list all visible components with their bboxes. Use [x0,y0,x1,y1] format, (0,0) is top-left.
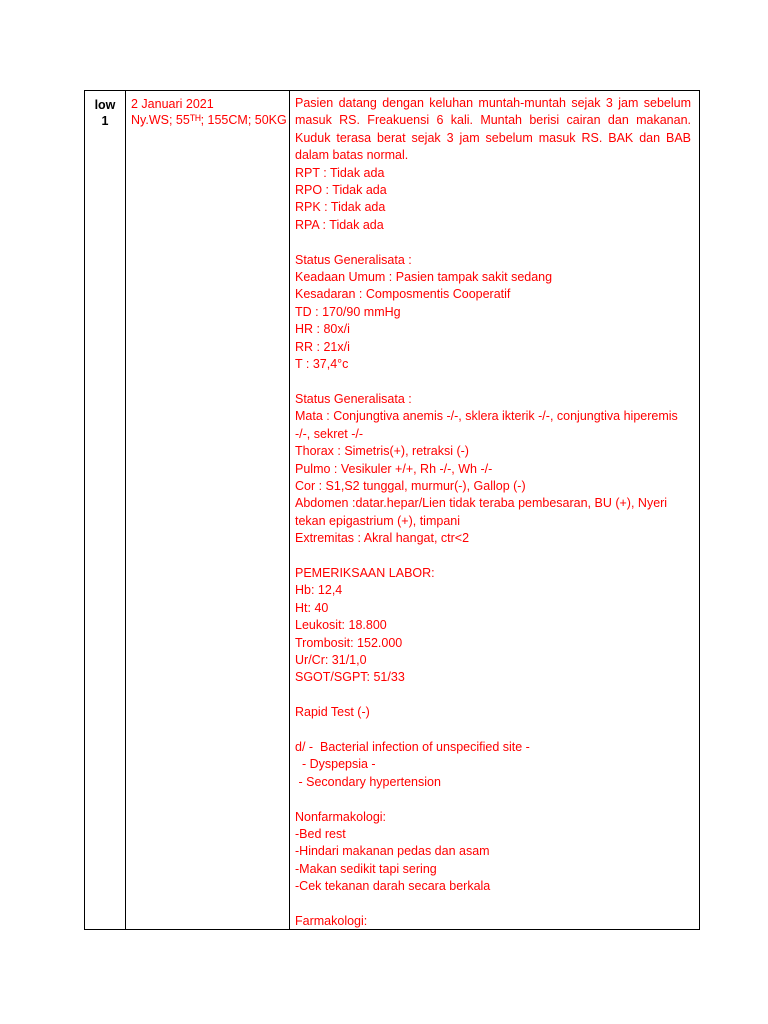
visit-date: 2 Januari 2021 [131,97,214,111]
history-rpk: RPK : Tidak ada [295,200,386,215]
status-pulmo: Pulmo : Vesikuler +/+, Rh -/-, Wh -/- [295,461,493,476]
nonfarma-item: -Bed rest [295,826,346,841]
spacer [295,373,691,390]
rapid-test: Rapid Test (-) [295,705,370,720]
status-cor: Cor : S1,S2 tunggal, murmur(-), Gallop (-) [295,478,526,493]
labor-sgot-sgpt: SGOT/SGPT: 51/33 [295,670,405,685]
diagnosis-line-1: d/ - Bacterial infection of unspecified site - [295,739,530,754]
row-number-value: 1 [101,114,109,128]
spacer [295,234,691,251]
status-abdomen: Abdomen :datar.hepar/Lien tidak teraba pembesaran, BU (+), Nyeri tekan epigastrium (+), timpani [295,496,668,528]
status-keadaan-umum: Keadaan Umum : Pasien tampak sakit sedang [295,270,553,285]
status-mata: Mata : Conjungtiva anemis -/-, sklera ikterik -/-, conjungtiva hiperemis -/-, sekret -/- [295,409,678,441]
labor-leukosit: Leukosit: 18.800 [295,618,387,633]
spacer [295,791,691,808]
status-hr: HR : 80x/i [295,322,350,337]
record-table [84,90,700,930]
complaint-text: Pasien datang dengan keluhan muntah-muntah sejak 3 jam sebelum masuk RS. Freakuensi 6 kali. Muntah berisi cairan dan makanan. Kuduk terasa berat sejak 3 jam sebelum masuk RS. BAK dan BAB dalam batas normal. [295,96,691,163]
diagnosis-line-2: - Dyspepsia - [295,757,376,772]
history-rpt: RPT : Tidak ada [295,165,385,180]
nonfarma-title: Nonfarmakologi: [295,809,387,824]
row-number-cell [85,91,126,929]
status-td: TD : 170/90 mmHg [295,304,401,319]
date-patient-cell [126,91,290,929]
nonfarma-item: -Hindari makanan pedas dan asam [295,844,490,859]
spacer [295,548,691,565]
diagnosis-line-3: - Secondary hypertension [295,774,441,789]
status-thorax: Thorax : Simetris(+), retraksi (-) [295,444,469,459]
row-number-label: low [94,98,116,112]
labor-ht: Ht: 40 [295,600,329,615]
spacer [295,722,691,739]
labor-hb: Hb: 12,4 [295,583,343,598]
soap-cell [290,91,699,929]
nonfarma-item: -Makan sedikit tapi sering [295,861,437,876]
status-extremitas: Extremitas : Akral hangat, ctr<2 [295,531,470,546]
farma-title: Farmakologi: [295,913,368,928]
spacer [295,687,691,704]
status-rr: RR : 21x/i [295,339,350,354]
status-temperature: T : 37,4°c [295,357,349,372]
history-rpo: RPO : Tidak ada [295,183,387,198]
status-kesadaran: Kesadaran : Composmentis Cooperatif [295,287,511,302]
status-local-title: Status Generalisata : [295,391,412,406]
labor-ur-cr: Ur/Cr: 31/1,0 [295,652,367,667]
status-general-title: Status Generalisata : [295,252,412,267]
history-rpa: RPA : Tidak ada [295,217,384,232]
spacer [295,896,691,913]
patient-info: Ny.WS; 55ᵀᴴ; 155CM; 50KG [131,113,287,127]
labor-trombosit: Trombosit: 152.000 [295,635,403,650]
nonfarma-item: -Cek tekanan darah secara berkala [295,879,491,894]
labor-title: PEMERIKSAAN LABOR: [295,565,435,580]
